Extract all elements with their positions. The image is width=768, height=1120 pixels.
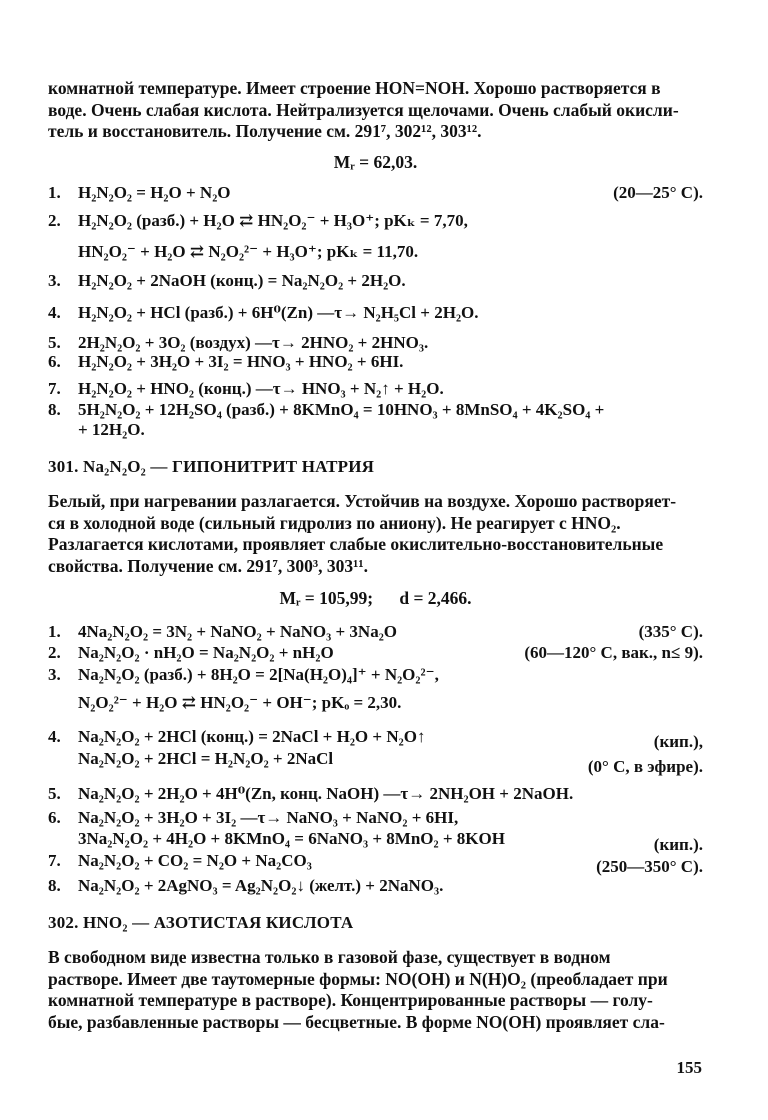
reaction-300-2b [48,242,703,264]
description-line: В свободном виде известна только в газовой фазе, существует в водном [48,947,611,967]
reaction-number: 6. [48,808,61,827]
intro-line: воде. Очень слабая кислота. Нейтрализуется щелочами. Очень слабый окисли- [48,99,679,120]
description-302 [48,947,703,1033]
reaction-300-3 [48,271,703,293]
reaction-number: 8. [48,876,61,895]
reaction-number: 2. [48,643,61,662]
reaction-condition: (0° C, в эфире). [587,757,703,776]
reaction-301-8 [48,876,703,898]
reaction-condition: (20—25° C). [613,183,703,202]
reaction-equation: Na₂N₂O₂ · nH₂O = Na₂N₂O₂ + nH₂O [78,643,334,662]
reaction-300-7 [48,379,703,401]
reaction-number: 3. [48,271,61,290]
reaction-equation: 3Na₂N₂O₂ + 4H₂O + 8KMnO₄ = 6NaNO₃ + 8MnO₂ + 8KOH [78,829,505,848]
reaction-number: 4. [48,303,61,322]
reaction-300-4 [48,303,703,325]
section-heading-302: 302. HNO₂ — АЗОТИСТАЯ КИСЛОТА [48,913,354,932]
reaction-300-6 [48,352,703,374]
reaction-300-2 [48,211,703,233]
reaction-number: 8. [48,400,61,419]
reaction-condition: (335° C). [638,622,703,641]
description-301 [48,491,703,577]
reaction-number: 5. [48,333,61,352]
reaction-equation: Na₂N₂O₂ (разб.) + 8H₂O = 2[Na(H₂O)₄]⁺ + N₂O₂²⁻, [78,665,439,684]
reaction-condition: (кип.), [653,732,703,751]
reaction-equation: H₂N₂O₂ = H₂O + N₂O [78,183,231,202]
reaction-301-6b [48,829,703,854]
reaction-equation: H₂N₂O₂ + HCl (разб.) + 6H⁰(Zn) —τ→ N₂H₅Cl + 2H₂O. [78,303,479,322]
description-line: комнатной температуре в растворе). Концентрированные растворы — голу- [48,990,653,1010]
reaction-equation: HN₂O₂⁻ + H₂O ⇄ N₂O₂²⁻ + H₃O⁺; pKₖ = 11,70. [78,242,419,261]
reaction-number: 7. [48,851,61,870]
molar-mass-301: Mᵣ = 105,99; d = 2,466. [279,588,472,608]
reaction-equation: Na₂N₂O₂ + CO₂ = N₂O + Na₂CO₃ [78,851,312,870]
reaction-number: 6. [48,352,61,371]
section-heading-301: 301. Na₂N₂O₂ — ГИПОНИТРИТ НАТРИЯ [48,457,375,476]
reaction-number: 1. [48,183,61,202]
reaction-equation: Na₂N₂O₂ + 2HCl (конц.) = 2NaCl + H₂O + N₂O↑ [78,727,426,746]
reaction-equation: 2H₂N₂O₂ + 3O₂ (воздух) —τ→ 2HNO₂ + 2HNO₃. [78,333,429,352]
reaction-number: 4. [48,727,61,746]
reaction-300-8 [48,400,703,422]
description-line: Белый, при нагревании разлагается. Устойчив на воздухе. Хорошо растворяет- [48,491,677,511]
description-line: бые, разбавленные растворы — бесцветные. В форме NO(OH) проявляет сла- [48,1011,665,1032]
page-number: 155 [676,1058,702,1077]
reaction-equation: H₂N₂O₂ + HNO₂ (конц.) —τ→ HNO₃ + N₂↑ + H₂O. [78,379,444,398]
reaction-condition: (60—120° C, вак., n≤ 9). [524,643,703,662]
reaction-301-2 [48,643,703,665]
reaction-301-1 [48,622,703,644]
reaction-301-4b [48,749,703,776]
reaction-equation: 5H₂N₂O₂ + 12H₂SO₄ (разб.) + 8KMnO₄ = 10HNO₃ + 8MnSO₄ + 4K₂SO₄ + [78,400,605,419]
reaction-condition: (250—350° C). [596,857,703,876]
reaction-301-7 [48,851,703,876]
reaction-301-5 [48,784,703,806]
description-line: растворе. Имеет две таутомерные формы: NO(OH) и N(H)O₂ (преобладает при [48,968,668,989]
reaction-equation: 4Na₂N₂O₂ = 3N₂ + NaNO₂ + NaNO₃ + 3Na₂O [78,622,398,641]
reaction-number: 5. [48,784,61,803]
reaction-equation: Na₂N₂O₂ + 3H₂O + 3I₂ —τ→ NaNO₃ + NaNO₂ + 6HI, [78,808,459,827]
intro-line: тель и восстановитель. Получение см. 291⁷, 302¹², 303¹². [48,121,482,141]
reaction-number: 1. [48,622,61,641]
reaction-equation: Na₂N₂O₂ + 2AgNO₃ = Ag₂N₂O₂↓ (желт.) + 2NaNO₃. [78,876,444,895]
description-line: ся в холодной воде (сильный гидролиз по аниону). Не реагирует с HNO₂. [48,512,621,533]
reaction-equation: H₂N₂O₂ + 3H₂O + 3I₂ = HNO₃ + HNO₂ + 6HI. [78,352,404,371]
reaction-301-4 [48,727,703,749]
reaction-number: 2. [48,211,61,230]
intro-paragraph [48,78,703,143]
reaction-300-1 [48,183,703,205]
reaction-number: 3. [48,665,61,684]
reaction-300-8-tail: + 12H₂O. [78,420,145,439]
reaction-301-6 [48,808,703,830]
reaction-equation: H₂N₂O₂ (разб.) + H₂O ⇄ HN₂O₂⁻ + H₃O⁺; pKₖ = 7,70, [78,211,468,230]
description-line: свойства. Получение см. 291⁷, 300³, 303¹¹. [48,555,368,576]
molar-mass-300: Mᵣ = 62,03. [333,152,418,172]
reaction-equation: N₂O₂²⁻ + H₂O ⇄ HN₂O₂⁻ + OH⁻; pKₒ = 2,30. [78,693,402,712]
reaction-number: 7. [48,379,61,398]
reaction-301-3b [48,693,703,715]
reaction-301-3 [48,665,703,687]
reaction-equation: Na₂N₂O₂ + 2H₂O + 4H⁰(Zn, конц. NaOH) —τ→ 2NH₂OH + 2NaOH. [78,784,574,803]
reaction-equation: Na₂N₂O₂ + 2HCl = H₂N₂O₂ + 2NaCl [78,749,334,768]
description-line: Разлагается кислотами, проявляет слабые окислительно-восстановительные [48,534,664,554]
reaction-equation: H₂N₂O₂ + 2NaOH (конц.) = Na₂N₂O₂ + 2H₂O. [78,271,406,290]
intro-line: комнатной температуре. Имеет строение HON=NOH. Хорошо растворяется в [48,78,661,98]
reaction-condition: (кип.). [653,835,703,854]
